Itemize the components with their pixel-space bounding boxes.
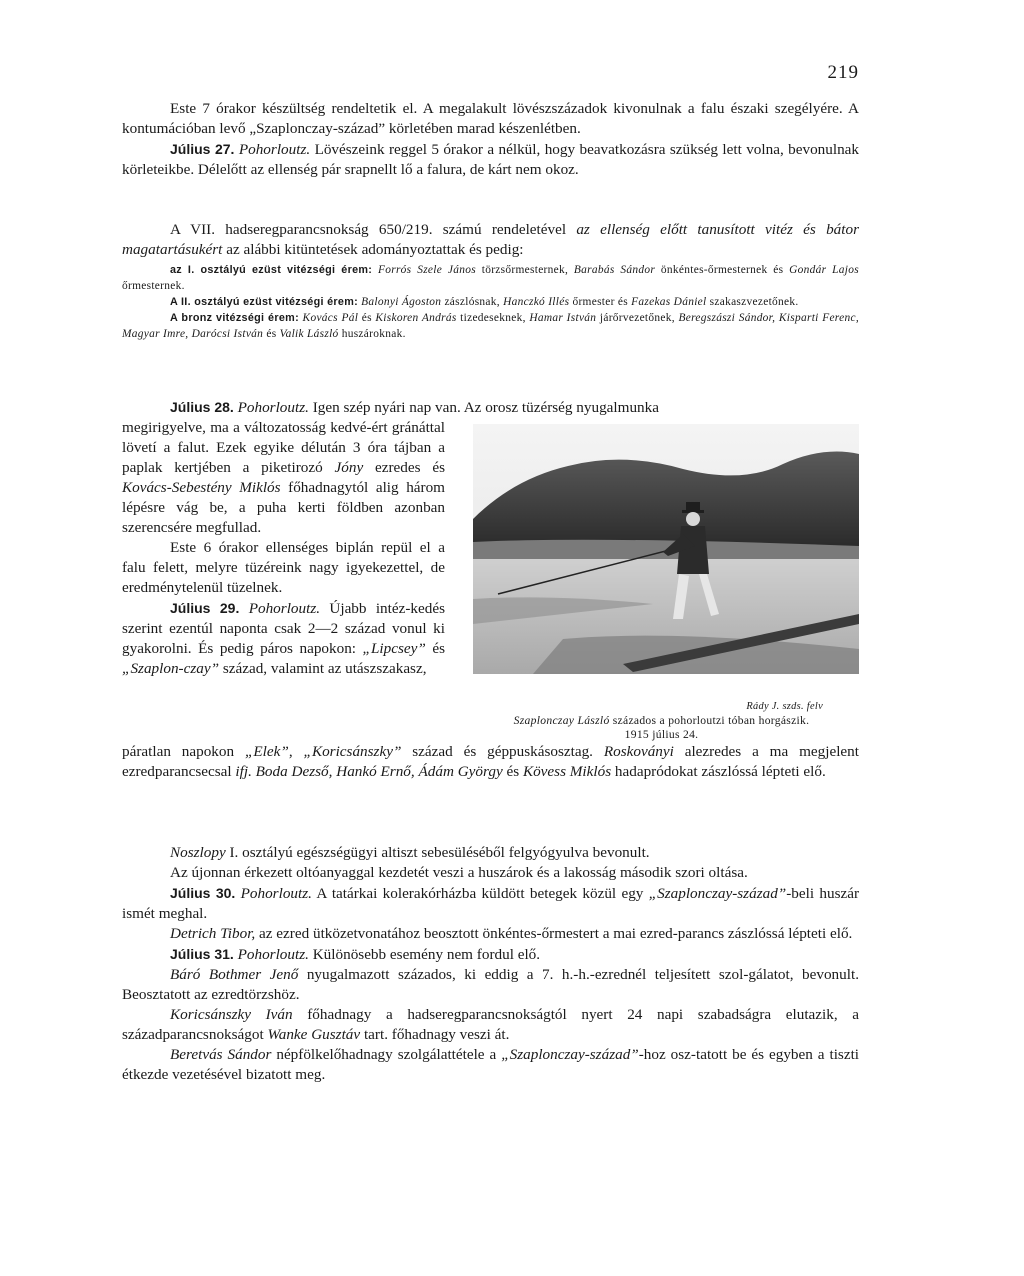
recipient-name: Gondár Lajos <box>789 264 859 276</box>
narrow-text-column <box>122 418 445 679</box>
paragraph-text: nyugalmazott százados, ki eddig a 7. h.-h.-ezrednél teljesített szol-gálatot, bevonult. Beosztatott az ezredtörzshöz. <box>122 966 859 1003</box>
paragraph-vaccination: Az újonnan érkezett oltóanyaggal kezdetét veszi a huszárok és a lakosság második szori oltása. <box>170 864 748 881</box>
paragraph-july-29-continued <box>122 742 859 782</box>
paragraph-july-28-head <box>122 397 859 418</box>
caption-line <box>464 714 859 728</box>
unit-name: „Lipcsey” <box>362 640 426 657</box>
unit-name: „Elek” <box>244 743 289 760</box>
paragraph-text: Újabb intéz-kedés szerint ezentúl naponta csak 2—2 század vonul ki gyakorolni. És pedig páros napokon: <box>122 600 445 657</box>
paragraph-text: A tatárkai kolerakórházba küldött betegek közül egy <box>311 885 649 902</box>
person-name: Jóny <box>334 459 364 476</box>
paragraph-july-28-body <box>122 418 445 538</box>
award-text: zászlósnak, <box>441 296 504 308</box>
paragraph-text: hadapródokat zászlóssá lépteti elő. <box>611 763 826 780</box>
paragraph-text: Lövészeink reggel 5 órakor a nélkül, hogy beavatkozásra szükség lett volna, bevonulnak körleteikbe. Délelőtt az ellenség pár srapnellt lő a falura, de kárt nem okoz. <box>122 141 860 178</box>
paragraph-bothmer <box>122 965 859 1005</box>
paragraph-july-27 <box>122 139 859 180</box>
recipient-name: Forrós Szele János <box>377 264 476 276</box>
person-name: ifj. Boda Dezső, Hankó Ernő, Ádám György <box>235 763 503 780</box>
paragraph-july-30 <box>122 883 859 924</box>
paragraph-july-31 <box>122 944 859 965</box>
unit-name: „Szaplon-czay” <box>122 660 220 677</box>
paragraph-text: század, valamint az utászszakasz, <box>219 660 427 677</box>
paragraph-text: és <box>425 640 445 657</box>
award-entry <box>122 294 859 310</box>
person-name: Beretvás Sándor <box>170 1046 272 1063</box>
award-text: őrmesternek. <box>122 280 185 292</box>
award-text: önkéntes-őrmesternek és <box>655 264 790 276</box>
award-text: őrmester és <box>569 296 632 308</box>
recipient-name: Kovács Pál <box>302 312 359 324</box>
paragraph-text: az alábbi kitüntetések adományoztattak és pedig: <box>222 241 524 258</box>
paragraph-text: tart. főhadnagy veszi át. <box>360 1026 510 1043</box>
photo-credit: Rády J. szds. felv <box>746 701 823 712</box>
paragraph-text: megirigyelve, ma a változatosság kedvé-ért gránáttal lövetí a falut. Ezek egyike délután 3 óra tájban a paplak kertjében a piketirozó <box>122 419 445 476</box>
paragraph-july-29 <box>122 598 445 679</box>
fishing-photo <box>473 424 859 674</box>
award-text: szakaszvezetőnek. <box>706 296 799 308</box>
medal-name: az I. osztályú ezüst vitézségi érem: <box>170 264 373 276</box>
paragraph-text: I. osztályú egészségügyi altiszt sebesüléséből felgyógyulva bevonult. <box>225 844 650 861</box>
person-name: Báró Bothmer Jenő <box>170 966 299 983</box>
caption-text: százados a pohorloutzi tóban horgászik. <box>609 714 810 727</box>
unit-name: „Szaplonczay-század” <box>501 1046 639 1063</box>
decoration-announcement <box>122 220 859 260</box>
paragraph-text: népfölkelőhadnagy szolgálattétele a <box>271 1046 502 1063</box>
paragraph-biplane: Este 6 órakor ellenséges biplán repül el a falu felett, melyre tüzéreink nagy igyekezettel, de eredménytelenül tüzelnek. <box>122 539 445 596</box>
paragraph-beretvas <box>122 1045 859 1085</box>
place-name: Pohorloutz. <box>240 885 312 902</box>
paragraph-text: század és géppuskásosztag. <box>401 743 604 760</box>
paragraph-text: , <box>288 743 304 760</box>
person-name: Kovács-Sebestény Miklós <box>122 479 281 496</box>
paragraph-text: ezredes és <box>363 459 445 476</box>
person-name: Roskoványi <box>603 743 674 760</box>
photo-figure <box>464 424 859 742</box>
award-text: járőrvezetőnek, <box>596 312 679 324</box>
paragraph-text: az ezred ütközetvonatához beosztott önkéntes-őrmestert a mai ezred-parancs zászlóssá lépteti elő. <box>255 925 853 942</box>
date-heading: Július 28. <box>170 399 234 415</box>
recipient-name: Hanczkó Illés <box>503 296 570 308</box>
date-heading: Július 27. <box>170 141 235 157</box>
paragraph-text: főhadnagytól alig három lépésre vág be, a puha kerti földben azonban szerencsére megfullad. <box>122 479 445 536</box>
bottom-section <box>122 843 859 1085</box>
recipient-name: Fazekas Dániel <box>631 296 707 308</box>
paragraph-koricsanszky <box>122 1005 859 1045</box>
date-heading: Július 29. <box>170 600 240 616</box>
place-name: Pohorloutz. <box>237 946 309 963</box>
top-section <box>122 99 859 180</box>
unit-name: „Koricsánszky” <box>303 743 402 760</box>
emphasis-text: az ellenség előtt tanusított vitéz és bátor magatartásukért <box>122 221 859 258</box>
paragraph-text: alezredes a ma megjelent ezredparancsecsal <box>122 743 859 780</box>
recipient-name: Balonyi Ágoston <box>361 296 442 308</box>
awards-list <box>122 262 859 342</box>
person-name: Detrich Tibor, <box>170 925 256 942</box>
award-entry <box>122 310 859 342</box>
paragraph-decorations <box>122 220 859 260</box>
paragraph-text: főhadnagy a hadseregparancsnokságtól nyert 24 napi szabadságra elutazik, a századparancsnokságot <box>122 1006 859 1043</box>
place-name: Pohorloutz. <box>237 399 309 416</box>
recipient-name: Hamar István <box>529 312 597 324</box>
recipient-name: Kiskoren András <box>375 312 457 324</box>
person-name: Kövess Miklós <box>522 763 612 780</box>
date-heading: Július 31. <box>170 946 234 962</box>
place-name: Pohorloutz. <box>248 600 321 617</box>
date-heading: Július 30. <box>170 885 236 901</box>
award-text: tizedeseknek, <box>456 312 530 324</box>
paragraph-text: A VII. hadseregparancsnokság 650/219. számú rendeletével <box>170 221 577 238</box>
paragraph-noszlopy <box>122 843 859 863</box>
award-text: törzsőrmesternek, <box>475 264 574 276</box>
paragraph-text: -beli huszár ismét meghal. <box>122 885 860 922</box>
unit-name: „Szaplonczay-század” <box>648 885 787 902</box>
paragraph-text: Különösebb esemény nem fordul elő. <box>308 946 541 963</box>
recipient-name: Beregszászi Sándor, Kisparti Ferenc, Magyar Imre, Darócsi István <box>122 312 859 340</box>
paragraph-text: Igen szép nyári nap van. Az orosz tüzérség nyugalmunka <box>308 399 659 416</box>
recipient-name: Barabás Sándor <box>573 264 656 276</box>
recipient-name: Valik László <box>279 328 339 340</box>
july-28-29-section <box>122 397 859 782</box>
person-name: Wanke Gusztáv <box>267 1026 361 1043</box>
award-text: huszároknak. <box>338 328 406 340</box>
award-text: és <box>358 312 376 324</box>
medal-name: A bronz vitézségi érem: <box>170 312 299 324</box>
person-name: Koricsánszky Iván <box>170 1006 293 1023</box>
paragraph-text: és <box>502 763 523 780</box>
page-number: 219 <box>827 62 859 83</box>
caption-name: Szaplonczay László <box>513 714 610 727</box>
medal-name: A II. osztályú ezüst vitézségi érem: <box>170 296 359 308</box>
paragraph-evening-readiness: Este 7 órakor készültség rendeltetik el. A megalakult lövészszázadok kivonulnak a falu északi szegélyére. A kontumációban levő „Szaplonczay-század” körletében marad készenlétben. <box>122 100 859 137</box>
caption-date: 1915 július 24. <box>624 728 699 741</box>
paragraph-detrich <box>122 924 859 944</box>
person-name: Noszlopy <box>170 844 226 861</box>
award-text: és <box>263 328 280 340</box>
place-name: Pohorloutz. <box>238 141 311 158</box>
award-entry <box>122 262 859 294</box>
paragraph-text: -hoz osz-tatott be és egyben a tiszti étkezde vezetésével bizatott meg. <box>122 1046 860 1083</box>
paragraph-text: páratlan napokon <box>122 743 245 760</box>
photo-caption <box>464 700 859 742</box>
